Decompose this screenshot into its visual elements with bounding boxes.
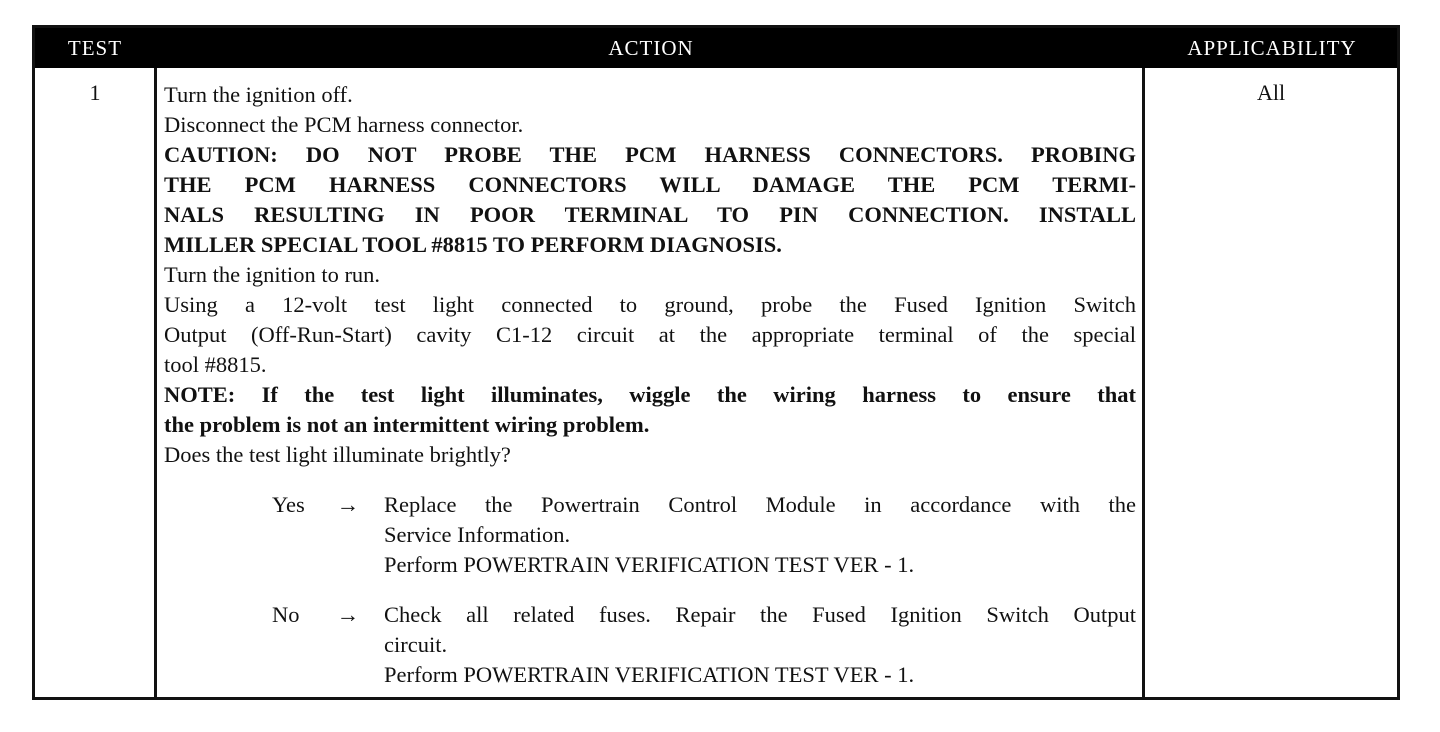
answer-label: No xyxy=(272,602,300,627)
test-number: 1 xyxy=(89,80,101,105)
probe-line: Output (Off-Run-Start) cavity C1-12 circuit at the appropriate terminal of the special xyxy=(164,322,1136,347)
applicability-value: All xyxy=(1256,80,1286,105)
diagnostic-table xyxy=(32,25,1400,700)
answer-line: circuit. xyxy=(384,632,448,657)
answer-text xyxy=(384,490,1136,580)
action-cell xyxy=(164,80,1136,690)
answer-line: Service Information. xyxy=(384,522,571,547)
table-header xyxy=(35,28,1397,68)
column-divider xyxy=(154,68,157,697)
arrow-right-icon: → xyxy=(336,492,360,517)
answer-line: Replace the Powertrain Control Module in accordance with the xyxy=(384,492,1136,517)
answer-text xyxy=(384,600,1136,690)
caution-line: NALS RESULTING IN POOR TERMINAL TO PIN CONNECTION. INSTALL xyxy=(164,202,1136,227)
step-line: Disconnect the PCM harness connector. xyxy=(164,112,524,137)
answer-label: Yes xyxy=(272,492,305,517)
answer-line: Perform POWERTRAIN VERIFICATION TEST VER - 1. xyxy=(384,552,915,577)
header-applicability: APPLICABILITY xyxy=(1187,36,1357,60)
header-action: ACTION xyxy=(608,36,694,60)
note-line: the problem is not an intermittent wiring problem. xyxy=(164,412,650,437)
note-line: NOTE: If the test light illuminates, wiggle the wiring harness to ensure that xyxy=(164,382,1136,407)
probe-line: Using a 12-volt test light connected to ground, probe the Fused Ignition Switch xyxy=(164,292,1136,317)
question-line: Does the test light illuminate brightly? xyxy=(164,442,511,467)
probe-line: tool #8815. xyxy=(164,352,267,377)
answer-line: Check all related fuses. Repair the Fused Ignition Switch Output xyxy=(384,602,1136,627)
answer-line: Perform POWERTRAIN VERIFICATION TEST VER - 1. xyxy=(384,662,915,687)
caution-line: MILLER SPECIAL TOOL #8815 TO PERFORM DIAGNOSIS. xyxy=(164,232,782,257)
caution-line: THE PCM HARNESS CONNECTORS WILL DAMAGE THE PCM TERMI- xyxy=(164,172,1136,197)
answer-no xyxy=(164,600,1136,690)
column-divider xyxy=(1142,68,1145,697)
step-line: Turn the ignition to run. xyxy=(164,262,381,287)
arrow-right-icon: → xyxy=(336,602,360,627)
answer-yes xyxy=(164,490,1136,580)
caution-line: CAUTION: DO NOT PROBE THE PCM HARNESS CONNECTORS. PROBING xyxy=(164,142,1136,167)
header-test: TEST xyxy=(67,36,123,60)
step-line: Turn the ignition off. xyxy=(164,82,353,107)
